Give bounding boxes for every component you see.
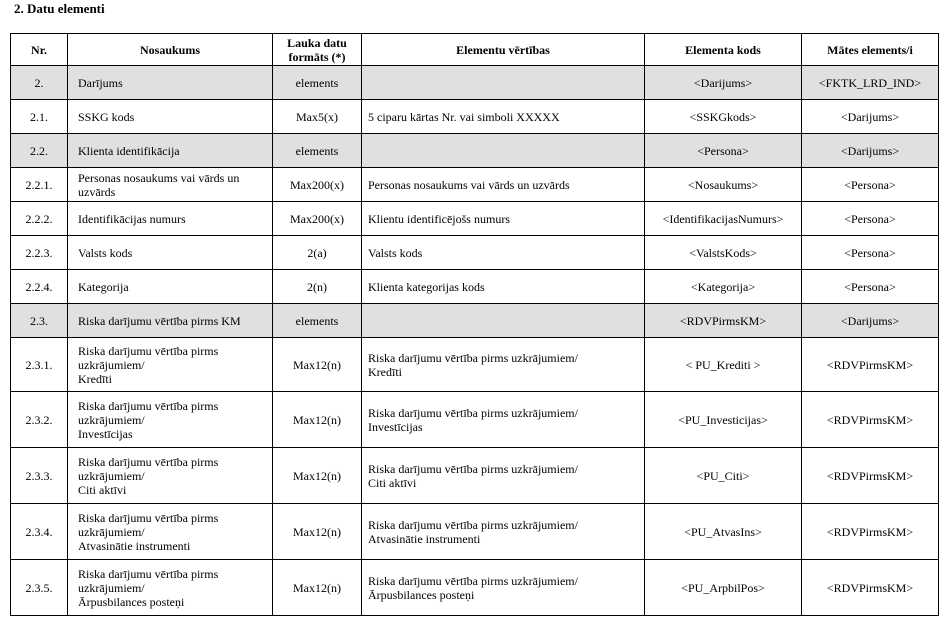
cell-name-line: Citi aktīvi bbox=[78, 482, 127, 497]
table-row bbox=[11, 168, 939, 202]
cell-parent-element: <Darijums> bbox=[802, 134, 939, 168]
cell-name-line: Atvasinātie instrumenti bbox=[78, 538, 191, 553]
cell-element-code: <SSKGkods> bbox=[645, 100, 802, 134]
table-row bbox=[11, 202, 939, 236]
cell-element-code: <ValstsKods> bbox=[645, 236, 802, 270]
cell-name-line: Identifikācijas numurs bbox=[78, 211, 186, 226]
cell-parent-element: <Darijums> bbox=[802, 304, 939, 338]
cell-element-code: <PU_AtvasIns> bbox=[645, 504, 802, 560]
cell-values bbox=[362, 270, 645, 304]
cell-name bbox=[68, 504, 273, 560]
header-values: Elementu vērtības bbox=[362, 34, 645, 66]
cell-values bbox=[362, 448, 645, 504]
table-row bbox=[11, 66, 939, 100]
cell-name-line: uzkrājumiem/ bbox=[78, 468, 145, 483]
cell-name bbox=[68, 392, 273, 448]
cell-number: 2.3.3. bbox=[11, 448, 68, 504]
cell-name bbox=[68, 236, 273, 270]
cell-values-line: Riska darījumu vērtība pirms uzkrājumiem/ bbox=[368, 350, 578, 365]
cell-values bbox=[362, 66, 645, 100]
cell-name bbox=[68, 560, 273, 616]
cell-values bbox=[362, 168, 645, 202]
cell-name bbox=[68, 338, 273, 392]
table-row bbox=[11, 134, 939, 168]
cell-name-line: uzkrājumiem/ bbox=[78, 580, 145, 595]
cell-values-line: Ārpusbilances posteņi bbox=[368, 587, 475, 602]
table-row bbox=[11, 304, 939, 338]
cell-values bbox=[362, 236, 645, 270]
cell-element-code: <RDVPirmsKM> bbox=[645, 304, 802, 338]
cell-format: 2(a) bbox=[273, 236, 362, 270]
cell-format: Max12(n) bbox=[273, 392, 362, 448]
cell-name-line: Ārpusbilances posteņi bbox=[78, 594, 185, 609]
cell-name bbox=[68, 202, 273, 236]
cell-parent-element: <Persona> bbox=[802, 168, 939, 202]
cell-format: 2(n) bbox=[273, 270, 362, 304]
cell-element-code: <Nosaukums> bbox=[645, 168, 802, 202]
cell-parent-element: <Darijums> bbox=[802, 100, 939, 134]
cell-name bbox=[68, 304, 273, 338]
cell-name-line: Valsts kods bbox=[78, 245, 133, 260]
cell-number: 2.2.1. bbox=[11, 168, 68, 202]
cell-values-line: Riska darījumu vērtība pirms uzkrājumiem/ bbox=[368, 461, 578, 476]
cell-format: Max12(n) bbox=[273, 504, 362, 560]
cell-values-line: 5 ciparu kārtas Nr. vai simboli XXXXX bbox=[368, 109, 560, 124]
cell-element-code: <Kategorija> bbox=[645, 270, 802, 304]
cell-parent-element: <Persona> bbox=[802, 202, 939, 236]
cell-format: Max12(n) bbox=[273, 448, 362, 504]
cell-name-line: uzkrājumiem/ bbox=[78, 524, 145, 539]
cell-number: 2.3. bbox=[11, 304, 68, 338]
cell-name-line: uzvārds bbox=[78, 184, 116, 199]
cell-name-line: Riska darījumu vērtība pirms bbox=[78, 398, 219, 413]
table-header-row bbox=[11, 34, 939, 66]
cell-name-line: Investīcijas bbox=[78, 426, 133, 441]
cell-number: 2.2.2. bbox=[11, 202, 68, 236]
cell-element-code: <PU_Citi> bbox=[645, 448, 802, 504]
cell-parent-element: <RDVPirmsKM> bbox=[802, 392, 939, 448]
cell-values-line: Kredīti bbox=[368, 364, 402, 379]
cell-name bbox=[68, 270, 273, 304]
header-no: Nr. bbox=[11, 34, 68, 66]
cell-name-line: Riska darījumu vērtība pirms bbox=[78, 510, 219, 525]
cell-name bbox=[68, 448, 273, 504]
cell-format: Max200(x) bbox=[273, 202, 362, 236]
cell-name-line: uzkrājumiem/ bbox=[78, 412, 145, 427]
cell-name-line: Riska darījumu vērtība pirms bbox=[78, 454, 219, 469]
cell-values-line: Riska darījumu vērtība pirms uzkrājumiem/ bbox=[368, 573, 578, 588]
cell-name-line: uzkrājumiem/ bbox=[78, 357, 145, 372]
table-row bbox=[11, 270, 939, 304]
cell-parent-element: <FKTK_LRD_IND> bbox=[802, 66, 939, 100]
cell-values bbox=[362, 134, 645, 168]
cell-number: 2.2.3. bbox=[11, 236, 68, 270]
cell-format: Max12(n) bbox=[273, 338, 362, 392]
cell-values-line: Personas nosaukums vai vārds un uzvārds bbox=[368, 177, 570, 192]
header-format-line2: formāts (*) bbox=[288, 49, 346, 64]
cell-name-line: Personas nosaukums vai vārds un bbox=[78, 170, 240, 185]
cell-element-code: <PU_ArpbilPos> bbox=[645, 560, 802, 616]
cell-values-line: Investīcijas bbox=[368, 419, 423, 434]
cell-values-line: Riska darījumu vērtība pirms uzkrājumiem/ bbox=[368, 405, 578, 420]
cell-number: 2.3.1. bbox=[11, 338, 68, 392]
cell-format: Max200(x) bbox=[273, 168, 362, 202]
cell-values-line: Klienta kategorijas kods bbox=[368, 279, 485, 294]
cell-number: 2.1. bbox=[11, 100, 68, 134]
table-row bbox=[11, 560, 939, 616]
table-row bbox=[11, 338, 939, 392]
cell-format: elements bbox=[273, 134, 362, 168]
cell-values bbox=[362, 100, 645, 134]
header-parent: Mātes elements/i bbox=[802, 34, 939, 66]
cell-name-line: Riska darījumu vērtība pirms bbox=[78, 343, 219, 358]
cell-values-line: Citi aktīvi bbox=[368, 475, 417, 490]
cell-name-line: Darījums bbox=[78, 75, 123, 90]
table-row bbox=[11, 504, 939, 560]
cell-values bbox=[362, 560, 645, 616]
header-code: Elementa kods bbox=[645, 34, 802, 66]
table-row bbox=[11, 236, 939, 270]
cell-values-line: Klientu identificējošs numurs bbox=[368, 211, 510, 226]
cell-values-line: Riska darījumu vērtība pirms uzkrājumiem/ bbox=[368, 517, 578, 532]
cell-format: elements bbox=[273, 66, 362, 100]
header-format-line1: Lauka datu bbox=[287, 35, 347, 50]
cell-element-code: < PU_Krediti > bbox=[645, 338, 802, 392]
cell-name-line: Riska darījumu vērtība pirms KM bbox=[78, 313, 241, 328]
cell-name-line: Kredīti bbox=[78, 371, 112, 386]
table-body bbox=[11, 66, 939, 616]
cell-values bbox=[362, 304, 645, 338]
header-format bbox=[273, 34, 362, 66]
cell-values-line: Atvasinātie instrumenti bbox=[368, 531, 481, 546]
cell-values bbox=[362, 338, 645, 392]
cell-parent-element: <RDVPirmsKM> bbox=[802, 338, 939, 392]
cell-parent-element: <RDVPirmsKM> bbox=[802, 504, 939, 560]
cell-element-code: <PU_Investicijas> bbox=[645, 392, 802, 448]
header-name: Nosaukums bbox=[68, 34, 273, 66]
cell-name-line: SSKG kods bbox=[78, 109, 135, 124]
cell-number: 2.3.5. bbox=[11, 560, 68, 616]
section-title: 2. Datu elementi bbox=[14, 1, 105, 16]
table-row bbox=[11, 448, 939, 504]
cell-values bbox=[362, 202, 645, 236]
cell-parent-element: <Persona> bbox=[802, 270, 939, 304]
cell-name bbox=[68, 66, 273, 100]
cell-values bbox=[362, 504, 645, 560]
cell-element-code: <Persona> bbox=[645, 134, 802, 168]
cell-number: 2. bbox=[11, 66, 68, 100]
cell-name-line: Klienta identifikācija bbox=[78, 143, 180, 158]
cell-element-code: <Darijums> bbox=[645, 66, 802, 100]
cell-element-code: <IdentifikacijasNumurs> bbox=[645, 202, 802, 236]
cell-number: 2.2. bbox=[11, 134, 68, 168]
cell-values-line: Valsts kods bbox=[368, 245, 423, 260]
cell-name bbox=[68, 168, 273, 202]
table-row bbox=[11, 100, 939, 134]
cell-name bbox=[68, 134, 273, 168]
cell-values bbox=[362, 392, 645, 448]
cell-format: elements bbox=[273, 304, 362, 338]
cell-name-line: Riska darījumu vērtība pirms bbox=[78, 566, 219, 581]
data-elements-table bbox=[10, 33, 939, 616]
cell-number: 2.3.4. bbox=[11, 504, 68, 560]
cell-format: Max12(n) bbox=[273, 560, 362, 616]
cell-parent-element: <RDVPirmsKM> bbox=[802, 560, 939, 616]
cell-parent-element: <RDVPirmsKM> bbox=[802, 448, 939, 504]
cell-number: 2.2.4. bbox=[11, 270, 68, 304]
cell-name bbox=[68, 100, 273, 134]
cell-number: 2.3.2. bbox=[11, 392, 68, 448]
table-row bbox=[11, 392, 939, 448]
cell-format: Max5(x) bbox=[273, 100, 362, 134]
cell-name-line: Kategorija bbox=[78, 279, 129, 294]
cell-parent-element: <Persona> bbox=[802, 236, 939, 270]
